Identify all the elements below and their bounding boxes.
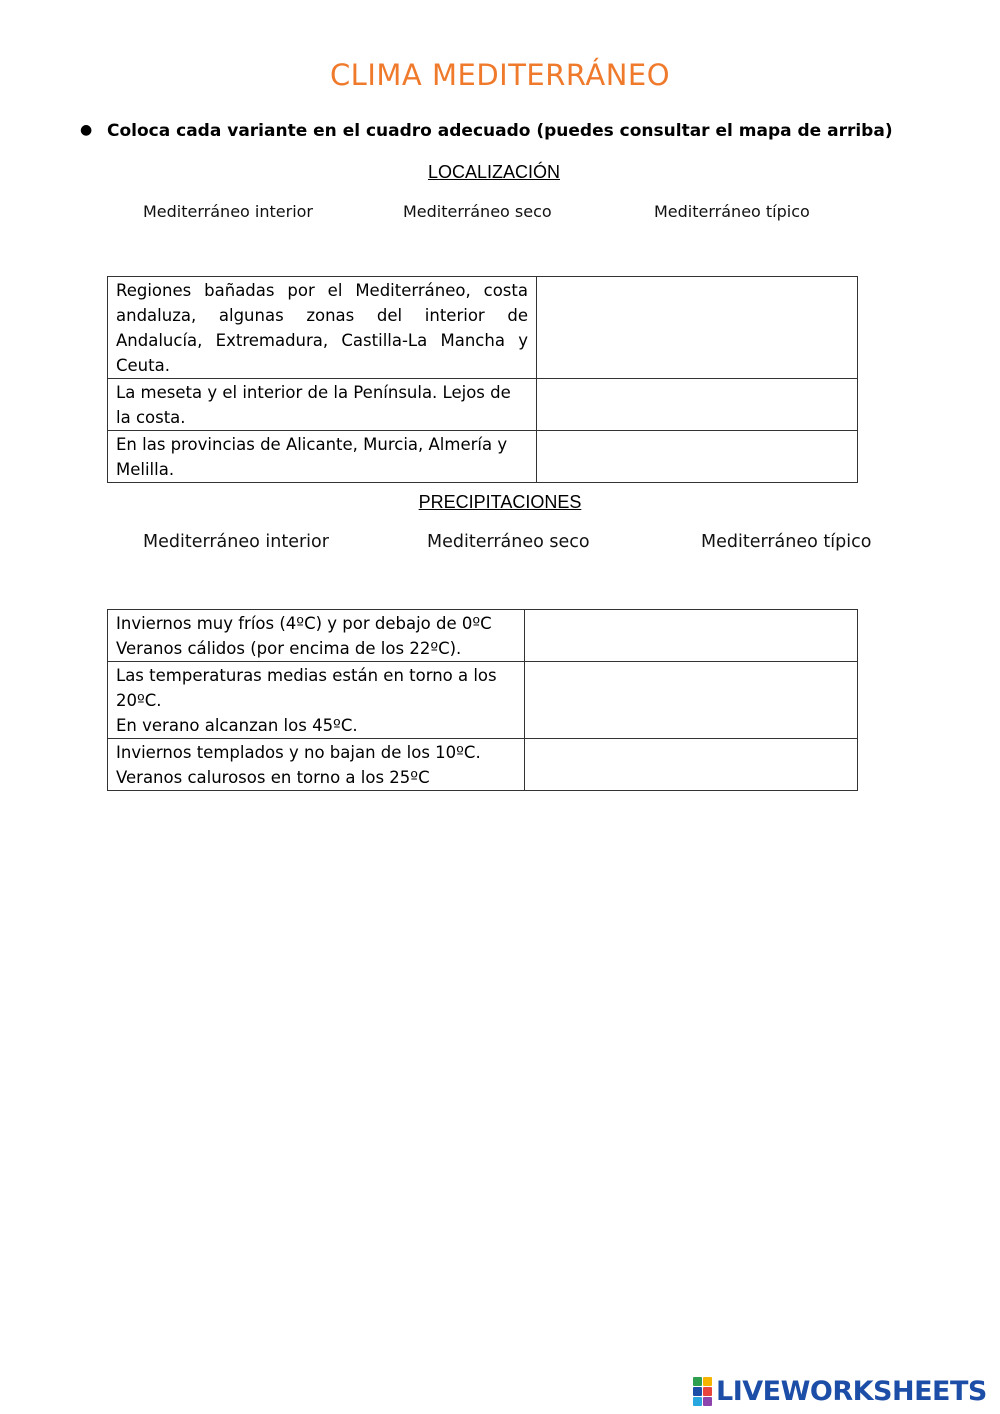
logo-block [703, 1377, 712, 1386]
row-line: Veranos calurosos en torno a los 25ºC [116, 768, 430, 787]
section-heading-localizacion: LOCALIZACIÓN [427, 162, 561, 182]
section-heading-precipitaciones: PRECIPITACIONES [418, 492, 582, 512]
row-description: La meseta y el interior de la Península. Lejos de la costa. [108, 379, 537, 431]
table-row [108, 662, 858, 739]
logo-block [693, 1377, 702, 1386]
row-description: Regiones bañadas por el Mediterráneo, costa andaluza, algunas zonas del interior de Andalucía, Extremadura, Castilla-La Mancha y Ceuta. [108, 277, 537, 379]
logo-block [703, 1397, 712, 1406]
table-row [108, 277, 858, 379]
options-localizacion [0, 202, 1000, 226]
row-description [108, 739, 525, 791]
row-description [108, 610, 525, 662]
table-row [108, 610, 858, 662]
drop-box[interactable] [525, 610, 858, 662]
options-precipitaciones [0, 532, 1000, 556]
logo-block [703, 1387, 712, 1396]
option-mediterraneo-interior[interactable]: Mediterráneo interior [143, 532, 329, 552]
instruction-text: Coloca cada variante en el cuadro adecuado (puedes consultar el mapa de arriba) [107, 121, 893, 141]
logo-block [693, 1387, 702, 1396]
row-line: En verano alcanzan los 45ºC. [116, 716, 358, 735]
row-line: Las temperaturas medias están en torno a los 20ºC. [116, 666, 497, 710]
option-mediterraneo-seco[interactable]: Mediterráneo seco [403, 202, 552, 221]
table-row [108, 739, 858, 791]
drop-box[interactable] [537, 431, 858, 483]
drop-box[interactable] [537, 379, 858, 431]
option-mediterraneo-tipico[interactable]: Mediterráneo típico [654, 202, 810, 221]
drop-box[interactable] [537, 277, 858, 379]
drop-box[interactable] [525, 662, 858, 739]
row-line: Inviernos templados y no bajan de los 10ºC. [116, 743, 481, 762]
logo-block [693, 1397, 702, 1406]
option-mediterraneo-tipico[interactable]: Mediterráneo típico [701, 532, 872, 552]
worksheet-title: CLIMA MEDITERRÁNEO [329, 58, 671, 92]
option-mediterraneo-seco[interactable]: Mediterráneo seco [427, 532, 590, 552]
table-localizacion [107, 276, 858, 483]
instruction [80, 121, 960, 141]
row-line: Veranos cálidos (por encima de los 22ºC). [116, 639, 462, 658]
option-mediterraneo-interior[interactable]: Mediterráneo interior [143, 202, 313, 221]
table-precipitaciones [107, 609, 858, 791]
bullet-icon: ● [80, 122, 93, 138]
table-row [108, 379, 858, 431]
row-description: En las provincias de Alicante, Murcia, Almería y Melilla. [108, 431, 537, 483]
logo-text: LIVEWORKSHEETS [716, 1375, 987, 1407]
liveworksheets-logo [693, 1374, 989, 1408]
row-description [108, 662, 525, 739]
drop-box[interactable] [525, 739, 858, 791]
row-line: Inviernos muy fríos (4ºC) y por debajo de 0ºC [116, 614, 492, 633]
table-row [108, 431, 858, 483]
logo-blocks-icon [693, 1377, 712, 1406]
